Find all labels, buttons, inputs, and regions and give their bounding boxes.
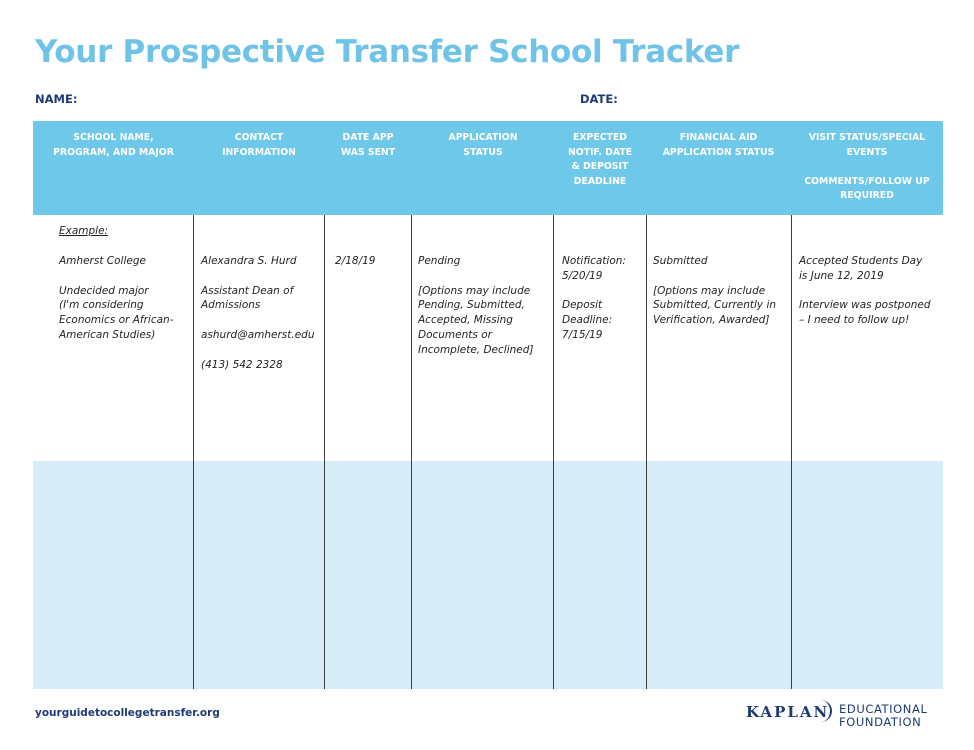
column-header-application-status [412, 131, 554, 160]
column-header-line: VISIT STATUS/SPECIAL [808, 132, 926, 143]
column-header-line: APPLICATION [448, 132, 518, 143]
column-header-line: FINANCIAL AID [679, 132, 758, 143]
cell-paragraph: Interview was postponed – I need to follow up! [799, 299, 931, 327]
column-header-line: WAS SENT [340, 146, 396, 158]
example-financial-aid-cell [653, 254, 790, 343]
cell-paragraph: Notification: 5/20/19 [562, 255, 626, 282]
column-header-line: SCHOOL NAME, [73, 132, 154, 143]
column-header-visit-comments [791, 131, 943, 204]
column-divider [324, 215, 325, 689]
column-divider [193, 215, 194, 689]
example-application-status-cell [418, 254, 552, 372]
column-divider [553, 215, 554, 689]
column-header-notification-deadline [554, 131, 646, 189]
column-divider [646, 215, 647, 689]
page-title: Your Prospective Transfer School Tracker [35, 34, 740, 70]
example-date-sent-cell [335, 254, 409, 284]
cell-paragraph: 2/18/19 [335, 255, 376, 267]
column-header-financial-aid [646, 131, 791, 160]
cell-paragraph: Submitted [653, 255, 708, 267]
example-school-cell [59, 254, 191, 358]
column-header-line: APPLICATION STATUS [662, 146, 775, 158]
column-header-line: PROGRAM, AND MAJOR [53, 146, 174, 158]
example-notification-cell [562, 254, 644, 358]
name-label: NAME: [35, 92, 78, 106]
cell-paragraph: Accepted Students Day is June 12, 2019 [799, 255, 923, 282]
column-header-line: CONTACT [234, 132, 284, 143]
cell-paragraph: Alexandra S. Hurd [201, 255, 297, 267]
cell-paragraph: Pending [418, 255, 461, 267]
column-header-line: INFORMATION [222, 146, 296, 158]
date-label: DATE: [580, 92, 618, 106]
logo-line-1: EDUCATIONAL [839, 702, 928, 716]
cell-paragraph: ashurd@amherst.edu [201, 328, 315, 341]
column-header-line: STATUS [463, 146, 503, 158]
cell-paragraph: (413) 542 2328 [201, 358, 283, 371]
column-header-line: REQUIRED [840, 190, 894, 201]
kaplan-logo-word: KAPLAN [746, 703, 830, 721]
column-divider [411, 215, 412, 689]
column-header-line: & DEPOSIT [571, 161, 629, 172]
footer-url[interactable]: yourguidetocollegetransfer.org [35, 707, 220, 719]
example-visit-cell [799, 254, 942, 343]
column-header-line: NOTIF. DATE [567, 146, 633, 158]
column-header-line: EVENTS [846, 146, 888, 158]
table-header [33, 121, 943, 215]
cell-paragraph: Undecided major (I'm considering Economics or African- American Studies) [59, 284, 174, 341]
cell-paragraph: Amherst College [59, 255, 146, 267]
cell-paragraph: Deposit Deadline: 7/15/19 [562, 299, 613, 341]
column-header-line: EXPECTED [573, 132, 627, 143]
kaplan-logo-foundation [839, 703, 928, 728]
column-header-line: DATE APP [342, 132, 394, 143]
header-spacer [791, 160, 943, 175]
example-contact-cell [201, 254, 323, 387]
cell-paragraph: [Options may include Submitted, Currently in Verification, Awarded] [653, 284, 777, 327]
cell-paragraph: [Options may include Pending, Submitted, Accepted, Missing Documents or Incomplete, Declined] [418, 284, 534, 356]
column-divider [791, 215, 792, 689]
column-header-line: COMMENTS/FOLLOW UP [804, 175, 930, 187]
column-header-line: DEADLINE [573, 175, 627, 187]
column-header-date-sent [324, 131, 412, 160]
logo-line-2: FOUNDATION [839, 714, 922, 729]
column-header-contact [194, 131, 324, 160]
example-label: Example: [59, 225, 109, 237]
kaplan-logo-arc [816, 700, 832, 722]
column-header-school [33, 131, 194, 160]
cell-paragraph: Assistant Dean of Admissions [201, 284, 294, 312]
blank-row[interactable] [33, 461, 943, 689]
